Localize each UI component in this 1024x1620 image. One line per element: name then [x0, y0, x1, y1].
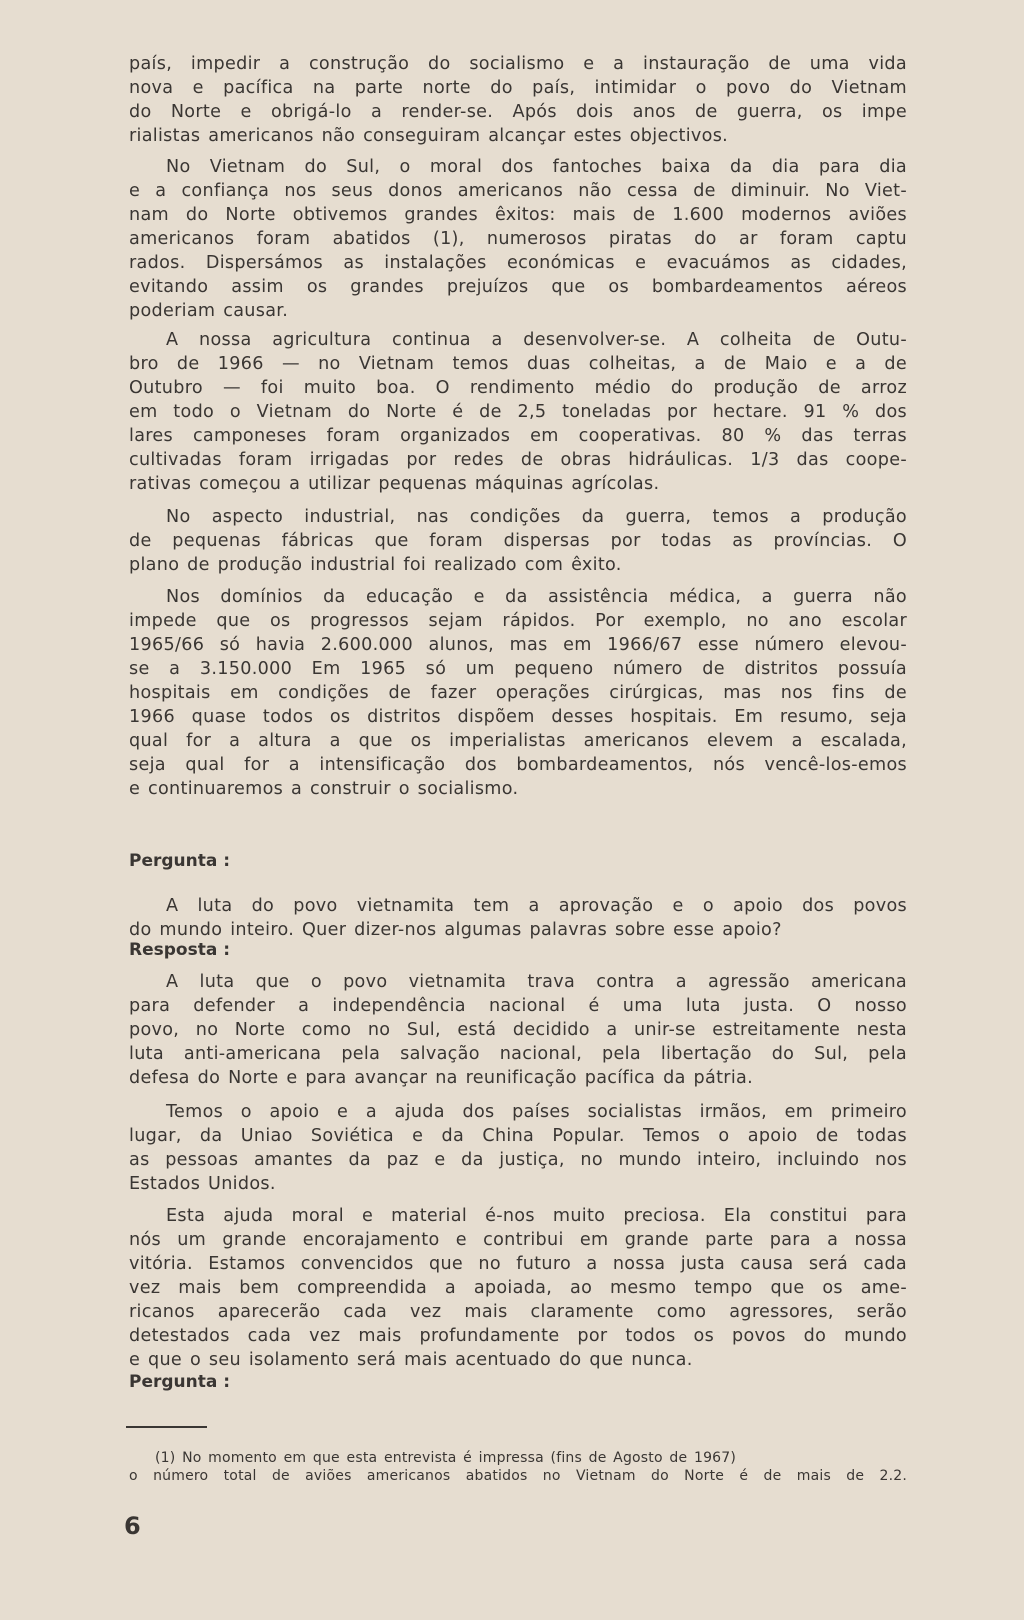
text-line: nam do Norte obtivemos grandes êxitos: mais de 1.600 modernos aviões [129, 205, 907, 225]
text-line: evitando assim os grandes prejuízos que os bombardeamentos aéreos [129, 277, 907, 297]
text-line: Outubro — foi muito boa. O rendimento médio do produção de arroz [129, 378, 907, 398]
text-line: se a 3.150.000 Em 1965 só um pequeno número de distritos possuía [129, 659, 907, 679]
text-line: No Vietnam do Sul, o moral dos fantoches baixa da dia para dia [166, 157, 907, 177]
text-line: hospitais em condições de fazer operações cirúrgicas, mas nos fins de [129, 683, 907, 703]
paragraph [129, 585, 907, 801]
text-line: país, impedir a construção do socialismo e a instauração de uma vida [129, 54, 907, 74]
text-line: 1966 quase todos os distritos dispõem desses hospitais. Em resumo, seja [129, 707, 907, 727]
paragraph [129, 1204, 907, 1372]
heading-pergunta: Pergunta : [129, 851, 231, 871]
footnote-rule [126, 1426, 207, 1428]
text-line: lugar, da Uniao Soviética e da China Popular. Temos o apoio de todas [129, 1126, 907, 1146]
text-line: nós um grande encorajamento e contribui em grande parte para a nossa [129, 1230, 907, 1250]
page-number: 6 [124, 1512, 141, 1540]
paragraph [129, 505, 907, 577]
text-line: as pessoas amantes da paz e da justiça, no mundo inteiro, incluindo nos [129, 1150, 907, 1170]
text-line: nova e pacífica na parte norte do país, intimidar o povo do Vietnam [129, 78, 907, 98]
text-line: em todo o Vietnam do Norte é de 2,5 toneladas por hectare. 91 % dos [129, 402, 907, 422]
text-line: luta anti-americana pela salvação nacional, pela libertação do Sul, pela [129, 1044, 907, 1064]
text-line: do Norte e obrigá-lo a render-se. Após dois anos de guerra, os impe [129, 102, 907, 122]
text-line: 1965/66 só havia 2.600.000 alunos, mas em 1966/67 esse número elevou- [129, 635, 907, 655]
footnote-line: o número total de aviões americanos abatidos no Vietnam do Norte é de mais de 2.2. [129, 1468, 907, 1484]
text-line: do mundo inteiro. Quer dizer-nos algumas palavras sobre esse apoio? [129, 920, 782, 940]
paragraph [129, 155, 907, 323]
text-line: plano de produção industrial foi realizado com êxito. [129, 555, 622, 575]
text-line: poderiam causar. [129, 301, 289, 321]
heading-resposta: Resposta : [129, 940, 231, 960]
text-line: A luta do povo vietnamita tem a aprovação e o apoio dos povos [166, 896, 907, 916]
text-line: e a confiança nos seus donos americanos não cessa de diminuir. No Viet- [129, 181, 907, 201]
paragraph [129, 328, 907, 496]
text-line: No aspecto industrial, nas condições da guerra, temos a produção [166, 507, 907, 527]
text-line: rativas começou a utilizar pequenas máquinas agrícolas. [129, 474, 660, 494]
text-line: americanos foram abatidos (1), numerosos piratas do ar foram captu [129, 229, 907, 249]
text-line: vez mais bem compreendida a apoiada, ao mesmo tempo que os ame- [129, 1278, 907, 1298]
text-line: e continuaremos a construir o socialismo. [129, 779, 519, 799]
paragraph [129, 52, 907, 148]
text-line: impede que os progressos sejam rápidos. Por exemplo, no ano escolar [129, 611, 907, 631]
text-line: lares camponeses foram organizados em cooperativas. 80 % das terras [129, 426, 907, 446]
paragraph [129, 894, 907, 942]
heading-pergunta-2: Pergunta : [129, 1372, 231, 1392]
footnote-line: (1) No momento em que esta entrevista é impressa (fins de Agosto de 1967) [155, 1450, 737, 1466]
paragraph [129, 1100, 907, 1196]
text-line: qual for a altura a que os imperialistas americanos elevem a escalada, [129, 731, 907, 751]
text-line: Nos domínios da educação e da assistência médica, a guerra não [166, 587, 907, 607]
text-line: cultivadas foram irrigadas por redes de obras hidráulicas. 1/3 das coope- [129, 450, 907, 470]
text-line: Temos o apoio e a ajuda dos países socialistas irmãos, em primeiro [166, 1102, 907, 1122]
text-line: rados. Dispersámos as instalações económicas e evacuámos as cidades, [129, 253, 907, 273]
text-line: ricanos aparecerão cada vez mais claramente como agressores, serão [129, 1302, 907, 1322]
text-line: Esta ajuda moral e material é-nos muito preciosa. Ela constitui para [166, 1206, 907, 1226]
text-line: bro de 1966 — no Vietnam temos duas colheitas, a de Maio e a de [129, 354, 907, 374]
text-line: A nossa agricultura continua a desenvolver-se. A colheita de Outu- [166, 330, 907, 350]
text-line: rialistas americanos não conseguiram alcançar estes objectivos. [129, 126, 729, 146]
text-line: povo, no Norte como no Sul, está decidido a unir-se estreitamente nesta [129, 1020, 907, 1040]
text-line: Estados Unidos. [129, 1174, 276, 1194]
text-line: seja qual for a intensificação dos bombardeamentos, nós vencê-los-emos [129, 755, 907, 775]
text-line: de pequenas fábricas que foram dispersas por todas as províncias. O [129, 531, 907, 551]
text-line: vitória. Estamos convencidos que no futuro a nossa justa causa será cada [129, 1254, 907, 1274]
paragraph [129, 970, 907, 1090]
text-line: para defender a independência nacional é uma luta justa. O nosso [129, 996, 907, 1016]
footnote [129, 1449, 907, 1485]
text-line: e que o seu isolamento será mais acentuado do que nunca. [129, 1350, 693, 1370]
text-line: A luta que o povo vietnamita trava contra a agressão americana [166, 972, 907, 992]
text-line: defesa do Norte e para avançar na reunificação pacífica da pátria. [129, 1068, 753, 1088]
text-line: detestados cada vez mais profundamente por todos os povos do mundo [129, 1326, 907, 1346]
